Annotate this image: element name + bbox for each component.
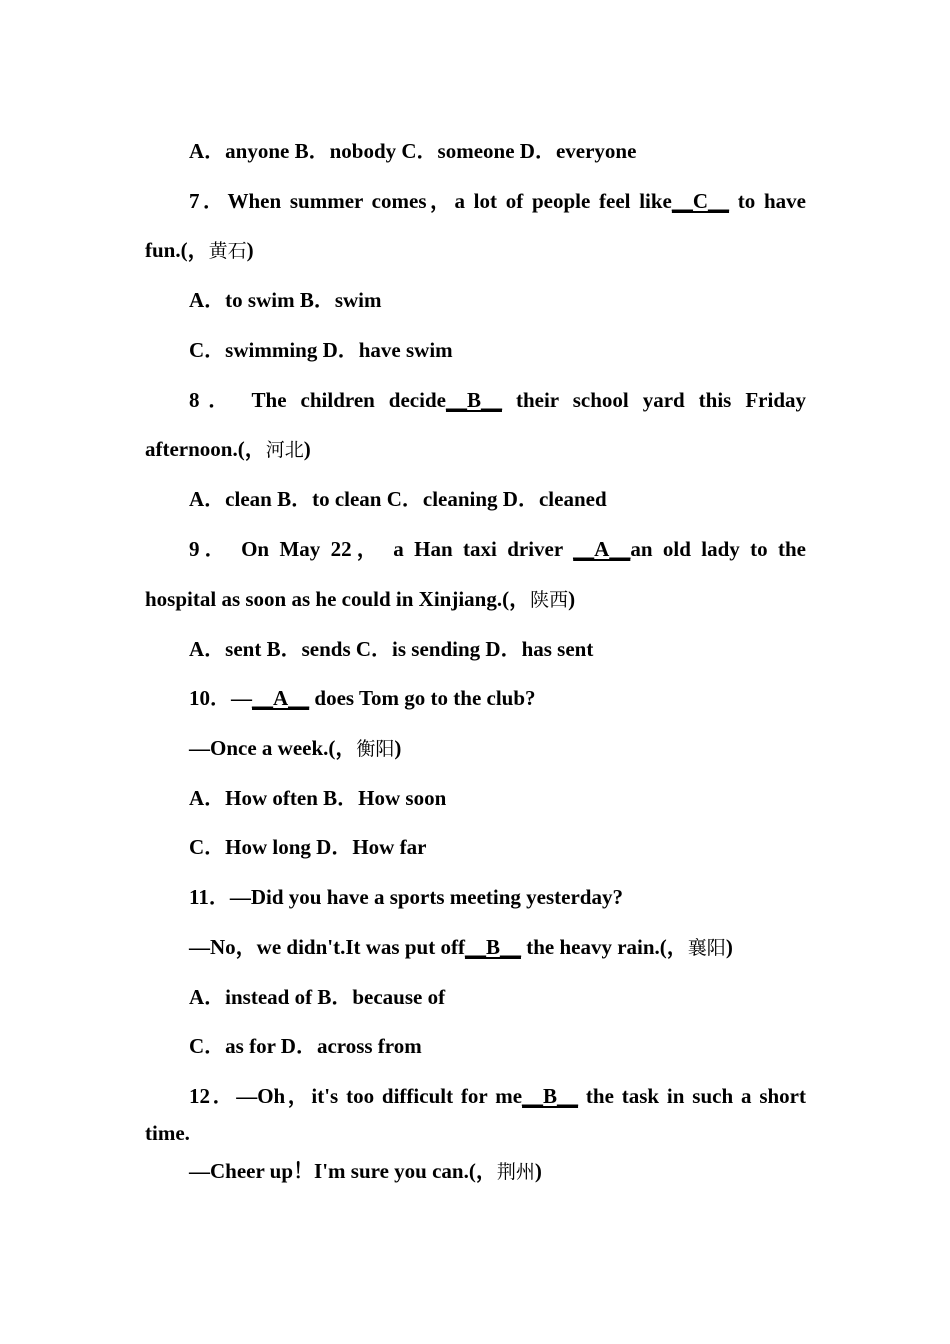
q11-options-ab: A．instead of B．because of [189,985,446,1009]
q7-stem-cont: fun.(，黄石) [145,238,254,262]
q7-options-cd: C．swimming D．have swim [189,338,453,362]
answer-blank: __B__ [464,935,521,959]
q11-reply: —No，we didn't.It was put off__B__ the heavy rain.(，襄阳) [189,935,733,959]
answer-blank: __C__ [671,189,730,213]
q10-stem: 10．—__A__ does Tom go to the club? [189,686,536,710]
answer-blank: __A__ [573,537,631,561]
q11-options-cd: C．as for D．across from [189,1034,422,1058]
source-label: 衡阳 [356,738,395,760]
q12-reply: —Cheer up！I'm sure you can.(，荆州) [189,1159,542,1183]
q10-reply: —Once a week.(，衡阳) [189,736,402,760]
q11-stem: 11．—Did you have a sports meeting yesterday? [189,885,623,909]
answer-blank: __B__ [522,1084,579,1108]
q12-stem: 12．—Oh，it's too difficult for me__B__ the task in such a short [189,1084,806,1108]
q8-options: A．clean B．to clean C．cleaning D．cleaned [189,487,607,511]
q10-options-ab: A．How often B．How soon [189,786,447,810]
source-label: 陕西 [530,589,569,611]
q7-stem: 7．When summer comes，a lot of people feel like__C__ to have [189,189,806,213]
q6-options: A．anyone B．nobody C．someone D．everyone [189,139,637,163]
q9-stem: 9． On May 22， a Han taxi driver __A__an old lady to the [189,537,806,561]
source-label: 河北 [265,439,304,461]
answer-blank: __A__ [252,686,310,710]
source-label: 襄阳 [687,937,726,959]
q9-options: A．sent B．sends C．is sending D．has sent [189,637,594,661]
q9-stem-cont: hospital as soon as he could in Xinjiang.(，陕西) [145,587,576,611]
q12-stem-cont: time. [145,1121,190,1145]
source-label: 荆州 [496,1161,535,1183]
answer-blank: __B__ [445,388,502,412]
source-label: 黄石 [208,240,247,262]
q8-stem: 8． The children decide__B__ their school yard this Friday [189,388,806,412]
q7-options-ab: A．to swim B．swim [189,288,382,312]
q10-options-cd: C．How long D．How far [189,835,427,859]
q8-stem-cont: afternoon.(，河北) [145,437,311,461]
